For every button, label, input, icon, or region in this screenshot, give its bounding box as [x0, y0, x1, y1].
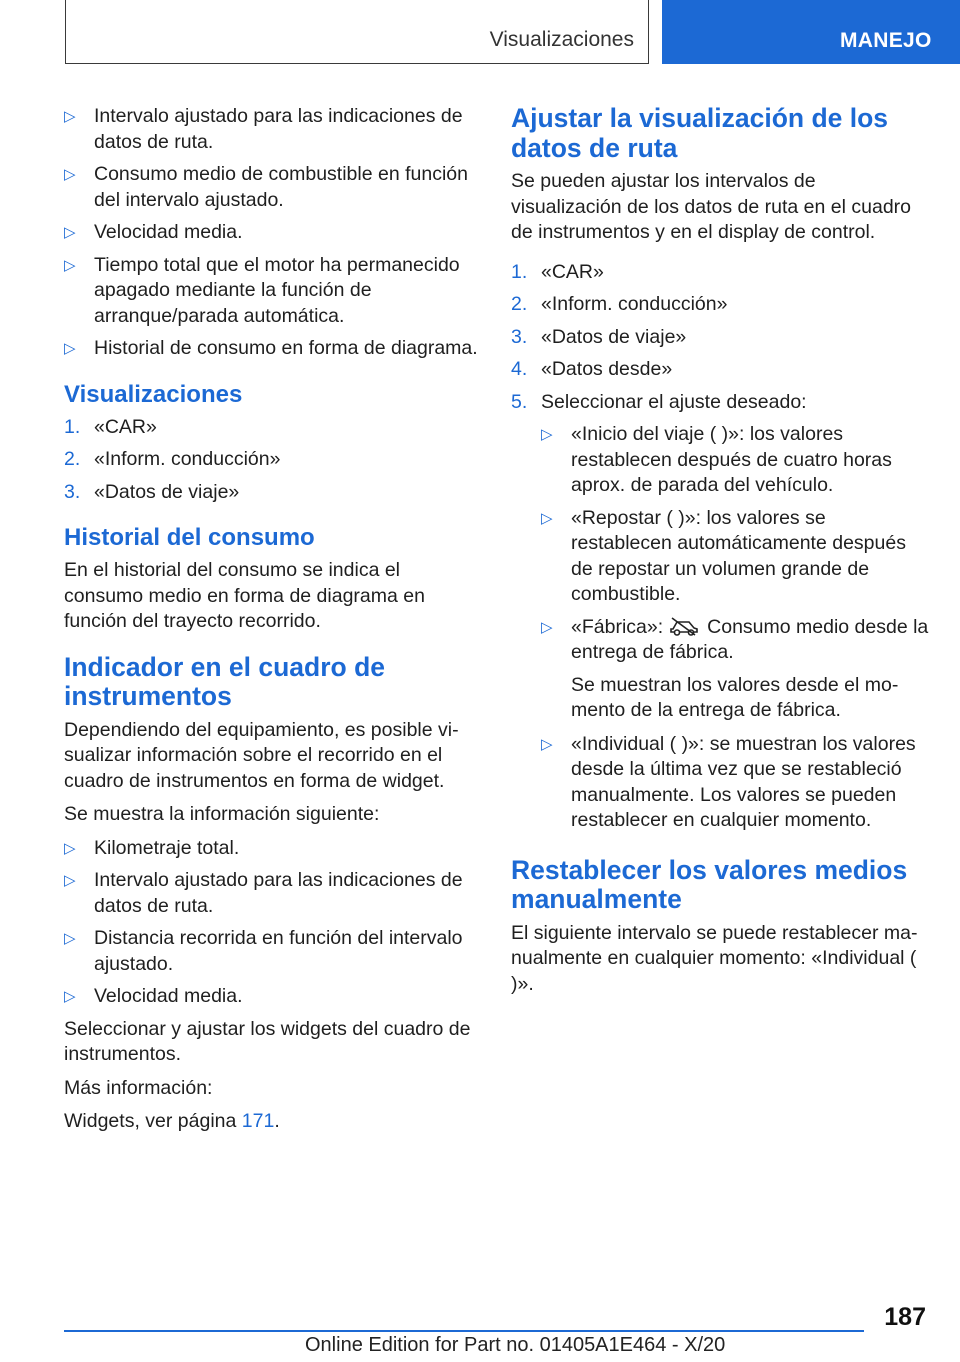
list-item: ▷ Kilometraje total.: [64, 836, 478, 862]
bullet-list-info: [64, 836, 478, 1010]
paragraph-widgets: Widgets, ver página 171.: [64, 1110, 280, 1132]
step-item: 4. «Datos desde»: [511, 358, 673, 380]
triangle-right-icon: ▷: [541, 509, 553, 527]
list-item: ▷ Velocidad media.: [64, 220, 478, 246]
triangle-right-icon: ▷: [64, 108, 76, 125]
option-inicio: ▷ «Inicio del viaje ( )»: los valores restablecen después de cuatro horas aprox. de parada del vehículo.: [541, 423, 892, 496]
paragraph-ajustar: Se pueden ajustar los intervalos de visualización de los datos de ruta en el cuadro de instrumentos y en el display de control.: [511, 170, 911, 243]
steps-visualizaciones: [64, 415, 478, 506]
heading-restablecer: Restablecer los valores medios manualmente: [511, 854, 908, 914]
step-item: 2. «Inform. conducción»: [511, 293, 728, 315]
left-column: [64, 104, 478, 1143]
step-item: 3. «Datos de viaje»: [64, 480, 240, 503]
list-item: ▷ Historial de consumo en forma de diagrama.: [64, 336, 478, 362]
option-repostar: ▷ «Repostar ( )»: los valores se restablecen automáticamente después de repostar un volumen grande de combustible.: [541, 506, 906, 605]
triangle-right-icon: ▷: [541, 618, 553, 636]
footer-edition: Online Edition for Part no. 01405A1E464 - X/20: [305, 1334, 726, 1356]
right-column: [511, 104, 931, 1005]
triangle-right-icon: ▷: [64, 930, 76, 947]
paragraph-historial: En el historial del consumo se indica el consumo medio en forma de diagrama en función del trayecto recorrido.: [64, 559, 425, 632]
heading-indicador: Indicador en el cuadro de instrumentos: [64, 651, 386, 711]
triangle-right-icon: ▷: [64, 872, 76, 889]
list-item: ▷ Consumo medio de combustible en función del intervalo ajustado.: [64, 163, 468, 211]
chapter-tab[interactable]: MANEJO: [662, 0, 960, 64]
triangle-right-icon: ▷: [541, 735, 553, 753]
paragraph-muestra: Se muestra la información siguiente:: [64, 803, 380, 825]
factory-car-icon: [669, 616, 699, 636]
paragraph-restablecer: El siguiente intervalo se puede restablecer manualmente en cualquier momento: «Individual ( )».: [511, 921, 918, 995]
step-item: 5. Seleccionar el ajuste deseado:: [511, 390, 807, 413]
heading-ajustar: Ajustar la visualización de los datos de ruta: [511, 103, 889, 163]
paragraph-fabrica-note: Se muestran los valores desde el momento de la entrega de fábrica.: [571, 673, 899, 721]
triangle-right-icon: ▷: [64, 988, 76, 1005]
list-item: ▷ Tiempo total que el motor ha permanecido apagado mediante la función de arranque/parada automática.: [64, 253, 460, 327]
paragraph-seleccionar: Seleccionar y ajustar los widgets del cuadro de instrumentos.: [64, 1017, 471, 1065]
triangle-right-icon: ▷: [64, 839, 76, 857]
triangle-right-icon: ▷: [64, 340, 76, 357]
option-fabrica: ▷ «Fábrica»: Consumo medio desde la entrega de fábrica.: [541, 615, 929, 663]
step-item: 3. «Datos de viaje»: [511, 325, 687, 348]
paragraph-mas-info: Más información:: [64, 1076, 213, 1099]
options-list: [541, 422, 931, 834]
heading-visualizaciones: Visualizaciones: [64, 380, 243, 408]
steps-ajustar: [511, 260, 931, 416]
heading-historial: Historial del consumo: [64, 524, 315, 551]
bullet-list-top: [64, 104, 478, 362]
step-item: 1. «CAR»: [64, 415, 157, 438]
list-item: ▷ Intervalo ajustado para las indicaciones de datos de ruta.: [64, 869, 463, 917]
triangle-right-icon: ▷: [64, 166, 76, 183]
section-title: Visualizaciones: [489, 28, 634, 51]
option-individual: ▷ «Individual ( )»: se muestran los valores desde la última vez que se restableció manualmente. Los valores se pueden restablecer en cualquier momento.: [541, 732, 916, 831]
triangle-right-icon: ▷: [64, 256, 76, 274]
page-number: 187: [884, 1303, 926, 1331]
footer-rule: [64, 1330, 864, 1332]
step-item: 1. «CAR»: [511, 260, 604, 283]
triangle-right-icon: ▷: [64, 224, 76, 241]
list-item: ▷ Distancia recorrida en función del intervalo ajustado.: [64, 927, 463, 975]
list-item: ▷ Intervalo ajustado para las indicaciones de datos de ruta.: [64, 105, 463, 153]
page-link[interactable]: 171: [241, 1110, 275, 1132]
list-item: ▷ Velocidad media.: [64, 984, 478, 1010]
triangle-right-icon: ▷: [541, 426, 553, 443]
paragraph-dependiendo: Dependiendo del equipamiento, es posible visualizar información sobre el recorrido en el cuadro de instrumentos en forma de widget.: [64, 718, 459, 792]
step-item: 2. «Inform. conducción»: [64, 448, 281, 470]
